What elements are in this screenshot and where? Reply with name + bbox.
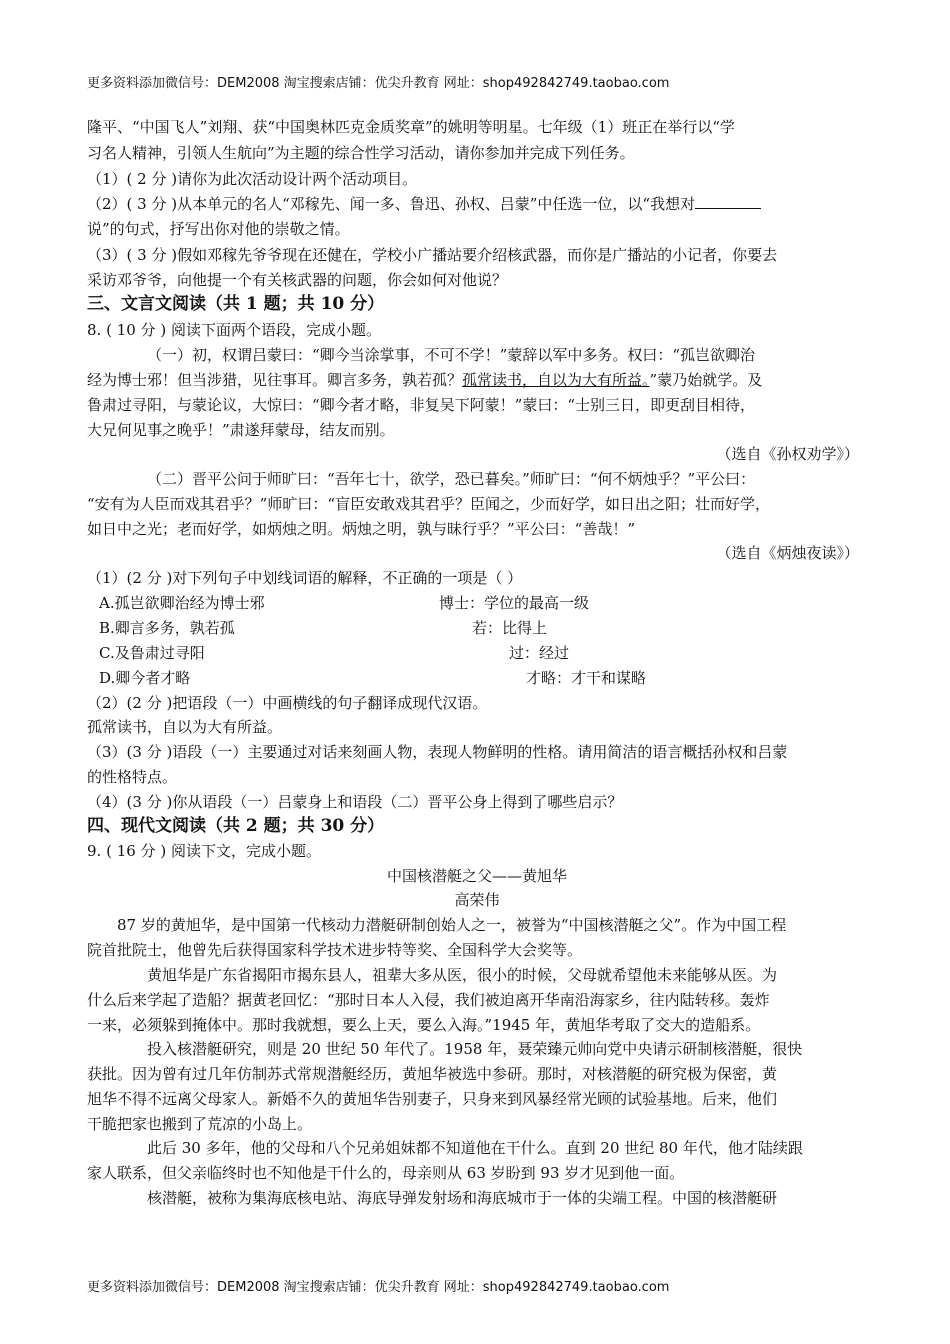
question-7-2-cont: 说”的句式，抒写出你对他的崇敬之情。 xyxy=(87,220,350,238)
answer-blank xyxy=(695,194,761,209)
passage-2-line: 如日中之光；老而好学，如炳烛之明。炳烛之明，孰与昧行乎？”平公曰：“善哉！” xyxy=(87,520,636,538)
article-paragraph: 一来，必须躲到掩体中。那时我就想，要么上天，要么入海。”1945 年，黄旭华考取了交大的造船系。 xyxy=(87,1016,761,1034)
article-paragraph: 此后 30 多年，他的父母和八个兄弟姐妹都不知道他在干什么。直到 20 世纪 80 年代，他才陆续跟 xyxy=(147,1139,803,1157)
sub-question-1: （1）(2 分 )对下列句子中划线词语的解释，不正确的一项是（ ） xyxy=(87,569,523,587)
article-paragraph: 干脆把家也搬到了荒凉的小岛上。 xyxy=(87,1115,313,1133)
question-7-2: （2）( 3 分 )从本单元的名人“邓稼先、闻一多、鲁迅、孙权、吕蒙”中任选一位，以“我想对 xyxy=(87,194,867,214)
question-9: 9. ( 16 分 ) 阅读下文，完成小题。 xyxy=(87,842,321,860)
passage-1-line: 鲁肃过寻阳，与蒙论议，大惊曰：“卿今者才略，非复吴下阿蒙！”蒙曰：“士别三日，即更刮目相待， xyxy=(87,396,756,414)
article-paragraph: 87 岁的黄旭华，是中国第一代核动力潜艇研制创始人之一，被誉为“中国核潜艇之父”。作为中国工程 xyxy=(117,916,787,934)
passage-2-line: “安有为人臣而戏其君乎？”师旷曰：“盲臣安敢戏其君乎？臣闻之，少而好学，如日出之阳；壮而好学， xyxy=(87,495,771,513)
article-paragraph: 旭华不得不远离父母家人。新婚不久的黄旭华告别妻子，只身来到风暴经常光顾的试验基地。后来，他们 xyxy=(87,1090,778,1108)
passage-1-line: 大兄何见事之晚乎！”肃遂拜蒙母，结友而别。 xyxy=(87,421,395,439)
article-paragraph: 院首批院士，他曾先后获得国家科学技术进步特等奖、全国科学大会奖等。 xyxy=(87,941,583,959)
section-3-title: 三、文言文阅读（共 1 题；共 10 分） xyxy=(87,294,385,314)
source-1: （选自《孙权劝学》） xyxy=(716,445,859,463)
passage-2-line: （二）晋平公问于师旷曰：“吾年七十，欲学，恐已暮矣。”师旷曰：“何不炳烛乎？”平公曰： xyxy=(147,470,756,488)
question-8: 8. ( 10 分 ) 阅读下面两个语段，完成小题。 xyxy=(87,321,381,339)
sub-question-2-text: 孤常读书，自以为大有所益。 xyxy=(87,718,283,736)
article-paragraph: 黄旭华是广东省揭阳市揭东县人，祖辈大多从医，很小的时候，父母就希望他未来能够从医。为 xyxy=(147,966,778,984)
intro-line: 隆平、“中国飞人”刘翔、获“中国奥林匹克金质奖章”的姚明等明星。七年级（1）班正在举行以“学 xyxy=(87,118,735,136)
article-title: 中国核潜艇之父——黄旭华 xyxy=(386,867,567,885)
page-footer: 更多资料添加微信号：DEM2008 淘宝搜索店铺：优尖升教育 网址：shop492842749.taobao.com xyxy=(87,1280,670,1295)
option-d: D.卿今者才略 才略：才干和谋略 xyxy=(99,669,647,687)
source-2: （选自《炳烛夜读》） xyxy=(716,544,859,562)
question-7-1: （1）( 2 分 )请你为此次活动设计两个活动项目。 xyxy=(87,170,418,188)
sub-question-4: （4）(3 分 )你从语段（一）吕蒙身上和语段（二）晋平公身上得到了哪些启示？ xyxy=(87,793,623,811)
option-a: A.孤岂欲卿治经为博士邪 博士：学位的最高一级 xyxy=(99,594,590,612)
article-paragraph: 获批。因为曾有过几年仿制苏式常规潜艇经历，黄旭华被选中参研。那时，对核潜艇的研究极为保密，黄 xyxy=(87,1065,778,1083)
option-c: C.及鲁肃过寻阳 过：经过 xyxy=(99,644,570,662)
passage-1-line: 经为博士邪！但当涉猎，见往事耳。卿言多务，孰若孤？孤常读书，自以为大有所益。”蒙乃始就学。及 xyxy=(87,371,763,389)
article-paragraph: 核潜艇，被称为集海底核电站、海底导弹发射场和海底城市于一体的尖端工程。中国的核潜艇研 xyxy=(147,1189,778,1207)
question-7-3-cont: 采访邓爷爷，向他提一个有关核武器的问题，你会如何对他说？ xyxy=(87,271,508,289)
passage-1-line: （一）初，权谓吕蒙曰：“卿今当涂掌事，不可不学！”蒙辞以军中多务。权曰：“孤岂欲卿治 xyxy=(147,346,756,364)
underlined-sentence: 孤常读书，自以为大有所益。 xyxy=(462,371,650,389)
page-header: 更多资料添加微信号：DEM2008 淘宝搜索店铺：优尖升教育 网址：shop492842749.taobao.com xyxy=(87,76,670,91)
article-paragraph: 什么后来学起了造船？据黄老回忆：“那时日本人入侵，我们被迫离开华南沿海家乡，往内陆转移。轰炸 xyxy=(87,991,770,1009)
article-paragraph: 家人联系，但父亲临终时也不知他是干什么的，母亲则从 63 岁盼到 93 岁才见到他一面。 xyxy=(87,1164,685,1182)
section-4-title: 四、现代文阅读（共 2 题；共 30 分） xyxy=(87,816,385,836)
question-7-3: （3）( 3 分 )假如邓稼先爷爷现在还健在，学校小广播站要介绍核武器，而你是广播站的小记者，你要去 xyxy=(87,246,778,264)
sub-question-2: （2）(2 分 )把语段（一）中画横线的句子翻译成现代汉语。 xyxy=(87,694,488,712)
article-paragraph: 投入核潜艇研究，则是 20 世纪 50 年代了。1958 年，聂荣臻元帅向党中央请示研制核潜艇，很快 xyxy=(147,1040,803,1058)
sub-question-3-cont: 的性格特点。 xyxy=(87,768,178,786)
option-b: B.卿言多务，孰若孤 若：比得上 xyxy=(99,619,548,637)
intro-line: 习名人精神，引领人生航向”为主题的综合性学习活动，请你参加并完成下列任务。 xyxy=(87,144,635,162)
sub-question-3: （3）(3 分 )语段（一）主要通过对话来刻画人物，表现人物鲜明的性格。请用简洁的语言概括孙权和吕蒙 xyxy=(87,743,788,761)
article-author: 高荣伟 xyxy=(454,891,500,909)
